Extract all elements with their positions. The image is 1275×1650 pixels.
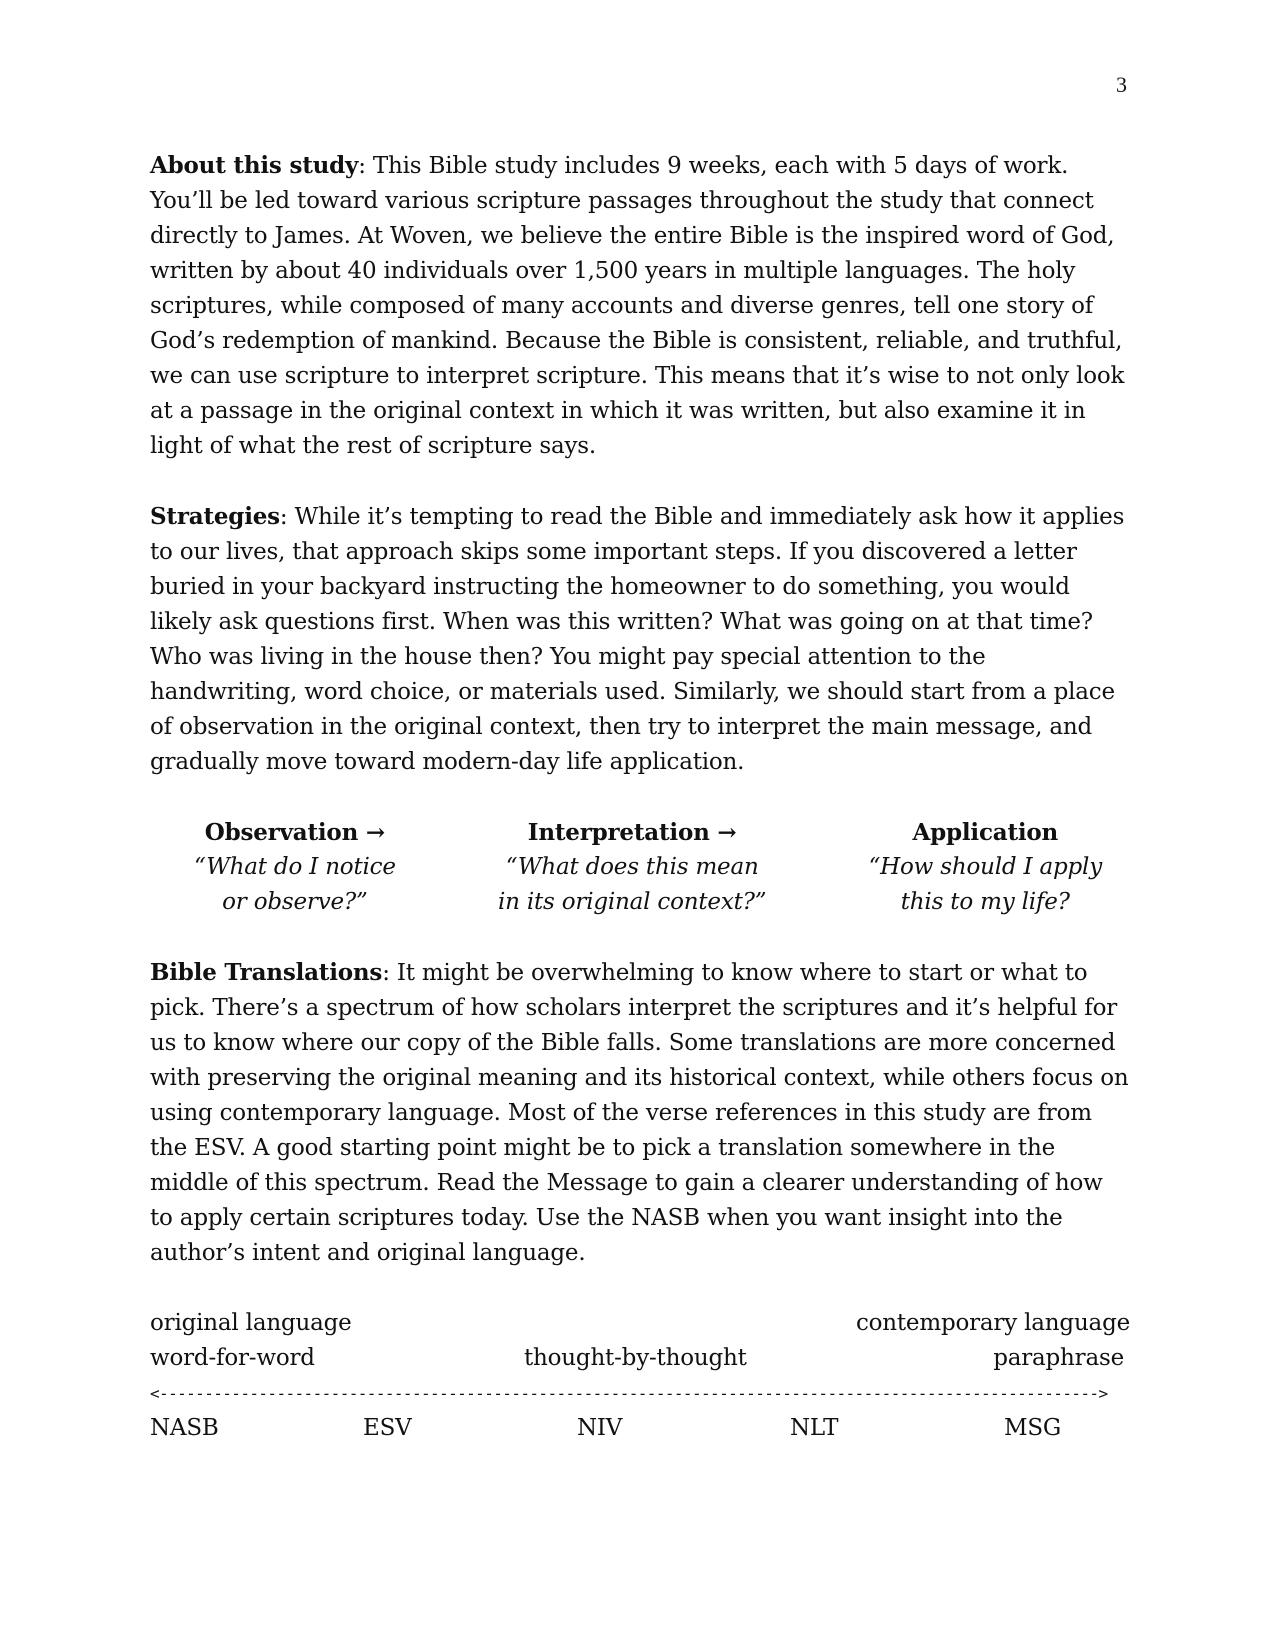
step-interpretation [498, 815, 766, 920]
strategies-paragraph [150, 499, 1130, 780]
version-esv: ESV [363, 1415, 412, 1441]
spectrum-right-bottom: paraphrase [993, 1345, 1124, 1371]
translations-text: : It might be overwhelming to know where to start or what to pick. There’s a spectrum of how scholars interpret the scriptures and it’s helpful for us to know where our copy of the Bible falls. Some translations are more concerned with preserving the original meaning and its historical context, while others focus on using contemporary language. Most of the verse references in this study are from the ESV. A good starting point might be to pick a translation somewhere in the middle of this spectrum. Read the Message to gain a clearer understanding of how to apply certain scriptures today. Use the NASB when you want insight into the author’s intent and original language. [150, 960, 1129, 1266]
step-observation [194, 815, 396, 920]
version-nasb: NASB [150, 1415, 219, 1441]
step-title: Interpretation → [527, 819, 737, 846]
strategies-text: : While it’s tempting to read the Bible and immediately ask how it applies to our lives, that approach skips some important steps. If you discovered a letter buried in your backyard instructing the homeowner to do something, you would likely ask questions first. When was this written? What was going on at that time? Who was living in the house then? You might pay special attention to the handwriting, word choice, or materials used. Similarly, we should start from a place of observation in the original context, then try to interpret the main message, and gradually move toward modern-day life application. [150, 504, 1125, 775]
step-question: “How should I apply [868, 854, 1102, 880]
document-body [150, 148, 1130, 1446]
spectrum-arrow: <--------------------------------------------------------------------------------------------------------> [150, 1384, 1108, 1403]
step-question: in its original context?” [497, 889, 767, 915]
strategies-heading: Strategies [150, 503, 280, 530]
step-title: Observation → [204, 819, 385, 846]
spectrum-top-row [150, 1306, 1130, 1341]
about-paragraph [150, 148, 1130, 464]
step-question: “What do I notice [194, 854, 396, 880]
translations-heading: Bible Translations [150, 959, 383, 986]
translations-paragraph [150, 955, 1130, 1271]
about-heading: About this study [150, 152, 359, 179]
step-question: this to my life? [900, 889, 1070, 915]
step-question: or observe?” [222, 889, 368, 915]
step-question: “What does this mean [505, 854, 759, 880]
spectrum-right-top: contemporary language [855, 1310, 1130, 1336]
version-nlt: NLT [790, 1415, 839, 1441]
spectrum-middle: thought-by-thought [524, 1345, 747, 1371]
step-application [869, 815, 1102, 920]
page-number: 3 [1116, 72, 1127, 97]
version-niv: NIV [577, 1415, 623, 1441]
spectrum-bottom-row [150, 1341, 1130, 1376]
study-steps [150, 815, 1130, 920]
version-msg: MSG [1004, 1415, 1062, 1441]
step-title: Application [912, 819, 1059, 846]
about-text: : This Bible study includes 9 weeks, each with 5 days of work. You’ll be led toward various scripture passages throughout the study that connect directly to James. At Woven, we believe the entire Bible is the inspired word of God, written by about 40 individuals over 1,500 years in multiple languages. The holy scriptures, while composed of many accounts and diverse genres, tell one story of God’s redemption of mankind. Because the Bible is consistent, reliable, and truthful, we can use scripture to interpret scripture. This means that it’s wise to not only look at a passage in the original context in which it was written, but also examine it in light of what the rest of scripture says. [150, 153, 1125, 459]
spectrum-left-bottom: word-for-word [150, 1345, 315, 1371]
version-labels [150, 1411, 1130, 1446]
spectrum-left-top: original language [150, 1310, 352, 1336]
translation-spectrum [150, 1306, 1130, 1446]
